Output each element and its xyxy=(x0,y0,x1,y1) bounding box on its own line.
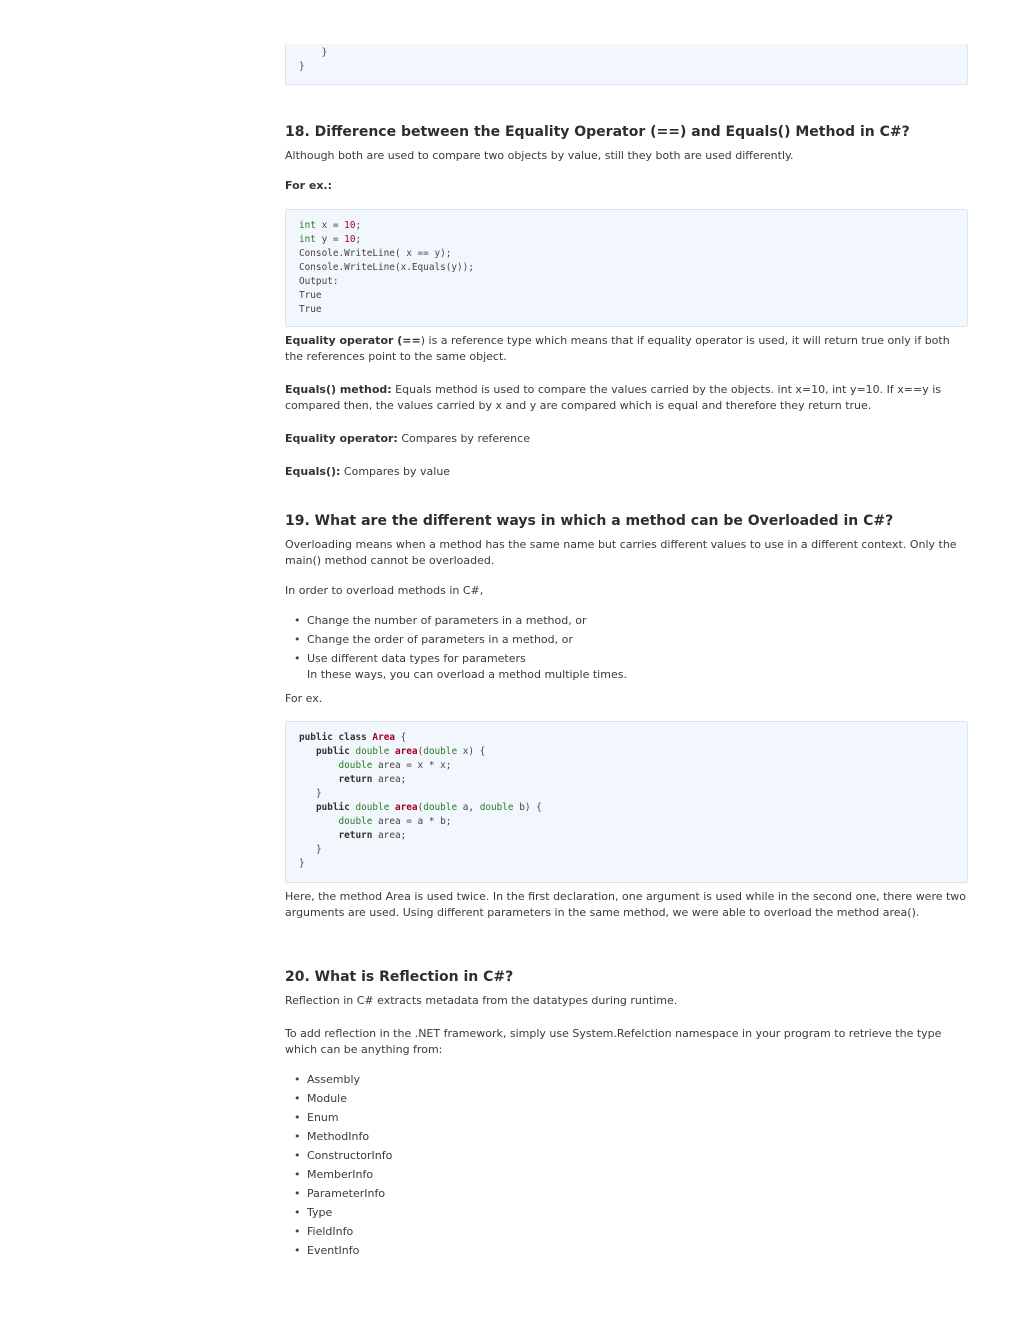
q19-order-text: In order to overload methods in C#, xyxy=(285,584,484,597)
list-item: • ParameterInfo xyxy=(285,1186,968,1202)
list-item: • Assembly xyxy=(285,1072,968,1088)
q18-intro: Although both are used to compare two objects by value, still they both are used differently. xyxy=(285,149,794,162)
q18-for-ex: For ex.: xyxy=(285,179,333,192)
list-item: • Enum xyxy=(285,1110,968,1126)
q18-equality-operator-desc: Equality operator (==) is a reference type which means that if equality operator is used, it will return true only if both the references point to the same object. xyxy=(285,334,950,363)
q19-bullet-list xyxy=(285,613,968,686)
q19-for-ex: For ex. xyxy=(285,692,323,705)
code-line: } xyxy=(299,47,328,58)
q20-intro: Reflection in C# extracts metadata from the datatypes during runtime. xyxy=(285,994,678,1007)
list-item: • Change the order of parameters in a method, or xyxy=(285,632,968,648)
list-item: • ConstructorInfo xyxy=(285,1148,968,1164)
list-item: • MethodInfo xyxy=(285,1129,968,1145)
list-item: • EventInfo xyxy=(285,1243,968,1259)
section-heading-q19: 19. What are the different ways in which a method can be Overloaded in C#? xyxy=(285,513,894,529)
q20-add-text: To add reflection in the .NET framework, simply use System.Refelction namespace in your program to retrieve the type which can be anything from: xyxy=(285,1027,942,1056)
list-item: • Type xyxy=(285,1205,968,1221)
q20-type-list xyxy=(285,1072,968,1262)
list-item: • Module xyxy=(285,1091,968,1107)
code-line: } xyxy=(299,61,305,72)
list-item: • Change the number of parameters in a method, or xyxy=(285,613,968,629)
code-block-q18: int x = 10; int y = 10; Console.WriteLine( x == y); Console.WriteLine(x.Equals(y)); Output: True True xyxy=(285,209,968,327)
list-item: • FieldInfo xyxy=(285,1224,968,1240)
q19-intro: Overloading means when a method has the same name but carries different values to use in a different context. Only the main() method cannot be overloaded. xyxy=(285,538,957,567)
section-heading-q20: 20. What is Reflection in C#? xyxy=(285,969,514,985)
q19-after-text: Here, the method Area is used twice. In the first declaration, one argument is used while in the second one, there were two arguments are used. Using different parameters in the same method, we were able to overload the method area(). xyxy=(285,890,967,919)
q18-compare-reference: Equality operator: Compares by reference xyxy=(285,432,530,445)
q18-equals-method-desc: Equals() method: Equals method is used to compare the values carried by the objects. int x=10, int y=10. If x==y is compared then, the values carried by x and y are compared which is equal and therefore they return true. xyxy=(285,383,942,412)
q18-compare-value: Equals(): Compares by value xyxy=(285,465,451,478)
code-block-previous xyxy=(285,44,968,85)
list-item: • Use different data types for parameters In these ways, you can overload a method multiple times. xyxy=(285,651,968,683)
list-item: • MemberInfo xyxy=(285,1167,968,1183)
code-block-q19: public class Area { public double area(double x) { double area = x * x; return area; } public double area(double a, double b) { double area = a * b; return area; } } xyxy=(285,721,968,883)
section-heading-q18: 18. Difference between the Equality Operator (==) and Equals() Method in C#? xyxy=(285,124,910,140)
